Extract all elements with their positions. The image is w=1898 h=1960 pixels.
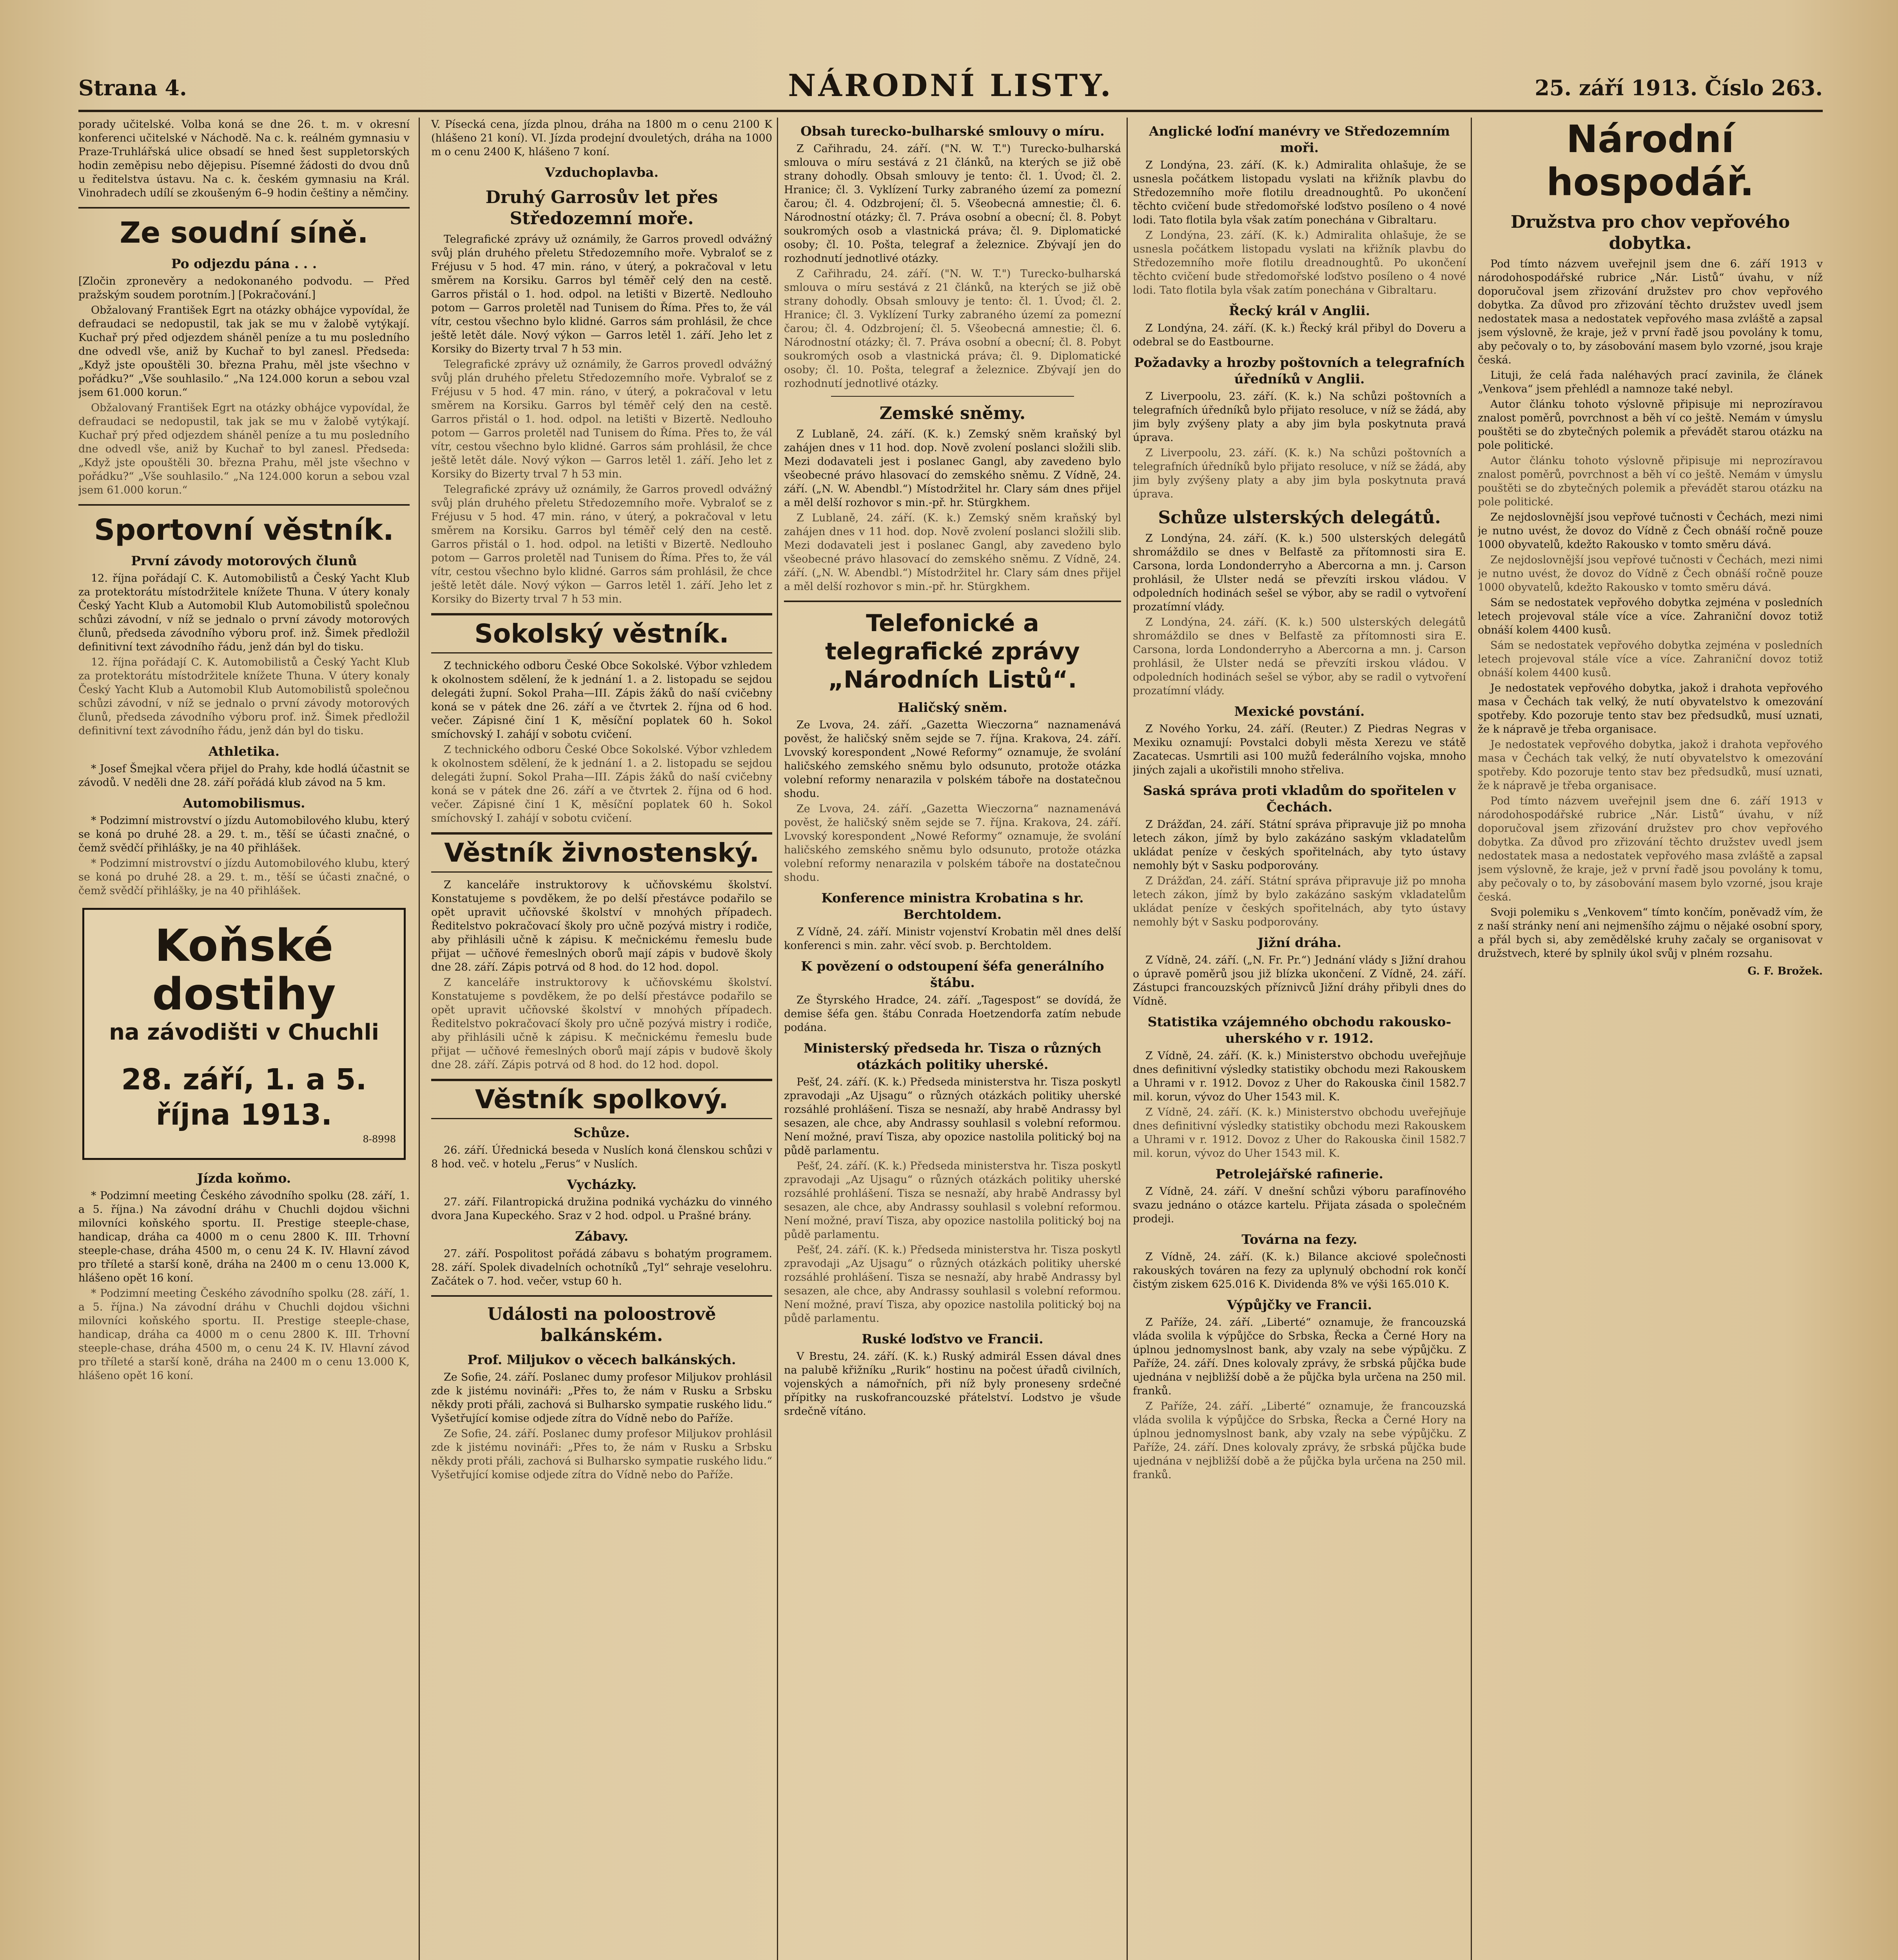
article-text: Z Paříže, 24. září. „Liberté“ oznamuje, že francouzská vláda svolila k výpůjčce do Srbska, Řecka a Černé Hory na úplnou jednomyslnost bank, aby vzaly na sebe výpůjčku. Z Paříže, 24. září. Dnes kolovaly zprávy, že srbská půjčka bude ujednána v nejbližší době a že půjčka byla určena na 250 mil. franků. bbox=[1133, 1316, 1466, 1397]
article-text: Telegrafické zprávy už oznámily, že Garros provedl odvážný svůj plán druhého přeletu Středozemního moře. Vybraloť se z Fréjusu v 5 hod. 47 min. ráno, v úterý, a pokračoval v letu směrem na Korsiku. Garros byl téměř celý den na cestě. Garros přistál o 1. hod. odpol. na letišti v Bizertě. Nedlouho potom — Garros proletěl nad Tunisem do Říma. Přes to, že vál vítr, cestou všechno bylo klidné. Garros sám prohlásil, že chce ještě letět dále. Nový výkon — Garros letěl 1. září. Jeho let z Korsiky do Bizerty trval 7 h 53 min. bbox=[431, 483, 772, 605]
section-heading: Telefonické a telegrafické zprávy „Národních Listů“. bbox=[825, 610, 1080, 693]
article-text: Z Vídně, 24. září. (K. k.) Ministerstvo obchodu uveřejňuje dnes definitivní výsledky statistiky obchodu mezi Rakouskem a Uhrami v r. 1912. Dovoz z Uher do Rakouska činil 1582.7 mil. korun, vývoz do Uher 1543 mil. K. bbox=[1133, 1050, 1466, 1103]
article-text: * Podzimní meeting Českého závodního spolku (28. září, 1. a 5. října.) Na závodní dráhu v Chuchli dojdou všichni milovníci koňského sportu. II. Prestige steeple-chase, handicap, dráha ca 4000 m o cenu 2800 K. III. Trhovní steeple-chase, dráha 4500 m, o cenu 24 K. IV. Hlavní závod pro tříleté a starší koně, dráha na 2400 m o cenu 13.000 K, hlášeno opět 16 koní. bbox=[78, 1287, 410, 1382]
article-heading: Haličský sněm. bbox=[898, 700, 1007, 715]
page-header bbox=[78, 59, 1823, 112]
article-heading: Jízda koňmo. bbox=[197, 1171, 291, 1186]
article-text: V Brestu, 24. září. (K. k.) Ruský admirál Essen dával dnes na palubě křižníku „Rurik“ hostinu na počest úřadů civilních, vojenských a námořních, při níž byly proneseny srdečné přípitky na ruskofrancouzské přátelství. Lodstvo je všude srdečně vítáno. bbox=[784, 1350, 1121, 1417]
article-heading: Továrna na fezy. bbox=[1241, 1232, 1357, 1247]
article-text: * Podzimní mistrovství o jízdu Automobilového klubu, který se koná po druhé 28. a 29. t. m., těší se účasti značné, o čemž svědčí přihlášky, je na 40 přihlášek. bbox=[78, 815, 410, 854]
article-text: * Josef Šmejkal včera přijel do Prahy, kde hodlá účastnit se závodů. V neděli dne 28. září pořádá klub závod na 5 km. bbox=[78, 763, 410, 789]
section-heading: Události na poloostrově balkánském. bbox=[487, 1304, 716, 1345]
article-text: Z technického odboru České Obce Sokolské. Výbor vzhledem k okolnostem sdělení, že k jednání 1. a 2. listopadu se sejdou delegáti župní. Sokol Praha—III. Zápis žáků do naší cvičebny koná se v pátek dne 26. září a ve čtvrtek 2. října od 6 hod. večer. Zápisné činí 1 K, měsíční poplatek 60 h. Sokol smíchovský I. zahájí v sobotu cvičení. bbox=[431, 660, 772, 740]
article-text: * Podzimní mistrovství o jízdu Automobilového klubu, který se koná po druhé 28. a 29. t. m., těší se účasti značné, o čemž svědčí přihlášky, je na 40 přihlášek. bbox=[78, 857, 410, 897]
article-text: Z Vídně, 24. září. V dnešní schůzi výboru parafínového svazu jednáno o otázce kartelu. Přijata zásada o společném prodeji. bbox=[1133, 1185, 1466, 1225]
article-heading: Po odjezdu pána . . . bbox=[171, 256, 317, 271]
article-heading: Zábavy. bbox=[575, 1229, 628, 1244]
article-text: Pod tímto názvem uveřejnil jsem dne 6. září 1913 v národohospodářské rubrice „Nár. Listů“ úvahu, v níž doporučoval jsem zřizování družstev pro chov vepřového dobytka. Za důvod pro zřizování těchto družstev uvedl jsem nedostatek masa a nedostatek vepřového masa zvláště a zapsal jsem výslovně, že kraje, jež v první řadě jsou povolány k tomu, aby pečovaly o to, by zásobování masem bylo vzorné, jsou kraje česká. bbox=[1478, 795, 1823, 903]
column-rule bbox=[419, 118, 420, 1960]
article-heading: Obsah turecko-bulharské smlouvy o míru. bbox=[800, 123, 1105, 139]
ad-code: 8-8998 bbox=[363, 1134, 396, 1145]
article-text: Telegrafické zprávy už oznámily, že Garros provedl odvážný svůj plán druhého přeletu Středozemního moře. Vybraloť se z Fréjusu v 5 hod. 47 min. ráno, v úterý, a pokračoval v letu směrem na Korsiku. Garros byl téměř celý den na cestě. Garros přistál o 1. hod. odpol. na letišti v Bizertě. Nedlouho potom — Garros proletěl nad Tunisem do Říma. Přes to, že vál vítr, cestou všechno bylo klidné. Garros sám prohlásil, že chce ještě letět dále. Nový výkon — Garros letěl 1. září. Jeho let z Korsiky do Bizerty trval 7 h 53 min. bbox=[431, 358, 772, 480]
article-heading: Řecký král v Anglii. bbox=[1228, 303, 1370, 318]
article-text: 27. září. Pospolitost pořádá zábavu s bohatým programem. 28. září. Spolek divadelních ochotníků „Tyl“ sehraje veselohru. Začátek o 7. hod. večer, vstup 60 h. bbox=[431, 1248, 772, 1287]
divider bbox=[831, 396, 1074, 397]
article-text: V. Písecká cena, jízda plnou, dráha na 1800 m o cenu 2100 K (hlášeno 21 koní). VI. Jízda prodejní dvouletých, dráha na 1000 m o cenu 2400 K, hlášeno 7 koní. bbox=[431, 118, 772, 158]
article-text: Z Liverpoolu, 23. září. (K. k.) Na schůzi poštovních a telegrafních úředníků bylo přijato resoluce, v níž se žádá, aby jim byly zvýšeny platy a aby jim byla poskytnuta pravá úprava. bbox=[1133, 390, 1466, 444]
article-text: Z Londýna, 24. září. (K. k.) Řecký král přibyl do Doveru a odebral se do Eastbourne. bbox=[1133, 322, 1466, 348]
article-text: Z Paříže, 24. září. „Liberté“ oznamuje, že francouzská vláda svolila k výpůjčce do Srbska, Řecka a Černé Hory na úplnou jednomyslnost bank, aby vzaly na sebe výpůjčku. Z Paříže, 24. září. Dnes kolovaly zprávy, že srbská půjčka bude ujednána v nejbližší době a že půjčka byla určena na 250 mil. franků. bbox=[1133, 1400, 1466, 1481]
article-heading: Vycházky. bbox=[567, 1177, 637, 1192]
article-text: Pešť, 24. září. (K. k.) Předseda ministerstva hr. Tisza poskytl zpravodaji „Az Ujsagu“ o různých otázkách politiky uherské rozsáhlé prohlášení. Tisza se nesnaží, aby hrabě Andrassy byl sesazen, ale chce, aby Andrassy souhlasil s volební reformou. Není možné, praví Tisza, aby opozice nastolila politický boj na půdě parlamentu. bbox=[784, 1160, 1121, 1241]
article-text: Autor článku tohoto výslovně připisuje mi neprozíravou znalost poměrů, povrchnost a běh ví co ještě. Nemám v úmyslu pouštěti se do zbytečných polemik a převádět starou otázku na pole politické. bbox=[1478, 398, 1823, 452]
article-heading: Druhý Garrosův let přes Středozemní moře. bbox=[485, 187, 718, 229]
article-text: Z Vídně, 24. září. (K. k.) Ministerstvo obchodu uveřejňuje dnes definitivní výsledky statistiky obchodu mezi Rakouskem a Uhrami v r. 1912. Dovoz z Uher do Rakouska činil 1582.7 mil. korun, vývoz do Uher 1543 mil. K. bbox=[1133, 1106, 1466, 1160]
article-text: Z Cařihradu, 24. září. ("N. W. T.") Turecko-bulharská smlouva o míru sestává z 21 článků, na kterých se již obě strany dohodly. Obsah smlouvy je tento: čl. 1. Úvod; čl. 2. Hranice; čl. 3. Vyklízení Turky zabraného území za pomezní čarou; čl. 4. Odzbrojení; čl. 5. Všeobecná amnestie; čl. 6. Národnostní otázky; čl. 7. Práva osobní a obecní; čl. 8. Pobyt soukromých osob a vlastnická práva; čl. 9. Diplomatické osoby; čl. 10. Pošta, telegraf a železnice. Zbývají jen do rozhodnutí jednotlivé otázky. bbox=[784, 143, 1121, 265]
article-text: Z Londýna, 23. září. (K. k.) Admiralita ohlašuje, že se usnesla počátkem listopadu vyslati na křižník plavbu do Středozemního moře flotilu dreadnoughtů. Po ukončení těchto cvičení bude středomořské loďstvo posíleno o 4 nové lodi. Tato flotila byla však zatím ponechána v Gibraltaru. bbox=[1133, 229, 1466, 296]
article-heading: K povězení o odstoupení šéfa generálního štábu. bbox=[801, 958, 1104, 990]
article-text: Z Liverpoolu, 23. září. (K. k.) Na schůzi poštovních a telegrafních úředníků bylo přijato resoluce, v níž se žádá, aby jim byly zvýšeny platy a aby jim byla poskytnuta pravá úprava. bbox=[1133, 447, 1466, 500]
section-heading: Věstník spolkový. bbox=[431, 1079, 772, 1119]
ad-dates: 28. září, 1. a 5. října 1913. bbox=[121, 1063, 367, 1132]
article-text: porady učitelské. Volba koná se dne 26. t. m. v okresní konferenci učitelské v Náchodě. Na c. k. reálném gymnasiu v Praze-Truhlářská ulice obsadí se hned šest suppletorských hodin zeměpisu nebo dějepisu. Písemné žádosti do dvou dnů u ředitelstva ústavu. Na c. k. českém gymnasiu na Král. Vinohradech udílí se zkoušeným 6–9 hodin češtiny a němčiny. bbox=[78, 118, 410, 199]
section-title: Národní hospodář. bbox=[1546, 118, 1754, 204]
article-heading: Automobilismus. bbox=[183, 795, 305, 811]
article-text: Lituji, že celá řada naléhavých prací zavinila, že článek „Venkova“ jsem přehlédl a namnoze také nebyl. bbox=[1478, 369, 1823, 395]
article-text: Svoji polemiku s „Venkovem“ tímto končím, poněvadž vím, že z naší stránky není ani nejmenšího zájmu o nějaké osobní spory, a přál bych si, aby zemědělské kruhy začaly se organisovat v družstvech, které by splnily úkol svůj v plném rozsahu. bbox=[1478, 906, 1823, 960]
section-heading: Ze soudní síně. bbox=[120, 216, 368, 250]
article-text: Obžalovaný František Egrt na otázky obhájce vypovídal, že defraudaci se nedopustil, tak jak se mu v žalobě vytýkají. Kuchař prý před odjezdem sháněl peníze a tu mu posledního dne odvedl vše, aniž by Kuchař to byl zanesl. Předseda: „Když jste opouštěli 30. března Prahu, měl jste všechno v pořádku?“ „Vše souhlasilo.“ „Na 124.000 korun a sebou vzal jsem 61.000 korun.“ bbox=[78, 402, 410, 496]
masthead: NÁRODNÍ LISTY. bbox=[788, 68, 1113, 103]
article-heading: Ministerský předseda hr. Tisza o různých otázkách politiky uherské. bbox=[804, 1040, 1101, 1072]
article-text: Z Vídně, 24. září. („N. Fr. Pr.“) Jednání vlády s Jižní drahou o úpravě poměrů jsou již blízka ukončení. Z Vídně, 24. září. Zástupci francouzských příznivců Jižní dráhy přibyli dnes do Vídně. bbox=[1133, 954, 1466, 1007]
article-text: Telegrafické zprávy už oznámily, že Garros provedl odvážný svůj plán druhého přeletu Středozemního moře. Vybraloť se z Fréjusu v 5 hod. 47 min. ráno, v úterý, a pokračoval v letu směrem na Korsiku. Garros byl téměř celý den na cestě. Garros přistál o 1. hod. odpol. na letišti v Bizertě. Nedlouho potom — Garros proletěl nad Tunisem do Říma. Přes to, že vál vítr, cestou všechno bylo klidné. Garros sám prohlásil, že chce ještě letět dále. Nový výkon — Garros letěl 1. září. Jeho let z Korsiky do Bizerty trval 7 h 53 min. bbox=[431, 233, 772, 355]
article-text: Sám se nedostatek vepřového dobytka zejména v posledních letech projevoval stále více a více. Zahraniční dovoz totiž obnáší kolem 4400 kusů. bbox=[1478, 639, 1823, 679]
issue-date: 25. září 1913. Číslo 263. bbox=[1535, 75, 1823, 100]
article-text: Autor článku tohoto výslovně připisuje mi neprozíravou znalost poměrů, povrchnost a běh ví co ještě. Nemám v úmyslu pouštěti se do zbytečných polemik a převádět starou otázku na pole politické. bbox=[1478, 455, 1823, 508]
article-heading: Mexické povstání. bbox=[1234, 704, 1365, 719]
article-heading: Schůze. bbox=[573, 1125, 630, 1140]
column-3 bbox=[784, 118, 1121, 1960]
article-text: Pešť, 24. září. (K. k.) Předseda ministerstva hr. Tisza poskytl zpravodaji „Az Ujsagu“ o různých otázkách politiky uherské rozsáhlé prohlášení. Tisza se nesnaží, aby hrabě Andrassy byl sesazen, ale chce, aby Andrassy souhlasil s volební reformou. Není možné, praví Tisza, aby opozice nastolila politický boj na půdě parlamentu. bbox=[784, 1244, 1121, 1325]
section-heading: Zemské sněmy. bbox=[879, 403, 1026, 423]
article-text: 27. září. Filantropická družina podniká vycházku do vinného dvora Jana Kupeckého. Sraz v 2 hod. odpol. u Prašné brány. bbox=[431, 1196, 772, 1222]
article-text: Ze Sofie, 24. září. Poslanec dumy profesor Miljukov prohlásil zde k jistému novináři: „Přes to, že nám v Rusku a Srbsku někdy proti přáli, zachová si Bulharsko sympatie ruského lidu.“ Vyšetřující komise odjede zítra do Vídně nebo do Paříže. bbox=[431, 1371, 772, 1425]
article-heading: Saská správa proti vkladům do spořitelen v Čechách. bbox=[1143, 783, 1456, 815]
article-heading: Anglické loďní manévry ve Středozemním moři. bbox=[1149, 123, 1450, 155]
article-text: Z Vídně, 24. září. (K. k.) Bilance akciové společnosti rakouských továren na fezy za uplynulý obchodní rok končí čistým ziskem 625.016 K. Dividenda 8% ve výši 165.010 K. bbox=[1133, 1251, 1466, 1290]
page-number: Strana 4. bbox=[78, 75, 187, 100]
author-signature: G. F. Brožek. bbox=[1747, 965, 1823, 977]
article-text: Z Nového Yorku, 24. září. (Reuter.) Z Piedras Negras v Mexiku oznamují: Povstalci dobyli města Xerezu ve státě Zacatecas. Usmrtili asi 100 mužů federálního vojska, mnoho jiných zajali a ukořistili mnoho střeliva. bbox=[1133, 723, 1466, 776]
article-heading: Statistika vzájemného obchodu rakousko-uherského v r. 1912. bbox=[1147, 1014, 1452, 1046]
article-text: 12. října pořádají C. K. Automobilistů a Český Yacht Klub za protektorátu místodržitele knížete Thuna. V útery konaly Český Yacht Klub a Automobil Klub Automobilistů společnou schůzi závodní, v níž se jednalo o první závody motorových člunů, předseda závodního výboru prof. inž. Šimek předložil definitivní text závodního řádu, jenž dán byl do tisku. bbox=[78, 572, 410, 653]
article-text: Z kanceláře instruktorovy k učňovskému školství. Konstatujeme s povděkem, že po delší přestávce podařilo se opět upravit učňovské školství v mnohých případech. Ředitelstvo pokračovací školy pro učně pozývá mistry i rodiče, aby přihlásili učně k zápisu. K mečnickému řemeslu bude přijat — učňové řemeslných oborů mají zápis v budově školy dne 28. září. Zápis potrvá od 8 hod. do 12 hod. dopol. bbox=[431, 976, 772, 1071]
column-4 bbox=[1133, 118, 1466, 1960]
article-heading: Petrolejářské rafinerie. bbox=[1216, 1166, 1383, 1181]
article-text: Ze nejdoslovnější jsou vepřové tučnosti v Čechách, mezi nimi je nutno uvést, že dovoz do Vídně z Čech obnáší ročně pouze 1000 obyvatelů, kdežto Rakousko v tomto směru dává. bbox=[1478, 554, 1823, 593]
divider bbox=[784, 601, 1121, 602]
article-text: Obžalovaný František Egrt na otázky obhájce vypovídal, že defraudaci se nedopustil, tak jak se mu v žalobě vytýkají. Kuchař prý před odjezdem sháněl peníze a tu mu posledního dne odvedl vše, aniž by Kuchař to byl zanesl. Předseda: „Když jste opouštěli 30. března Prahu, měl jste všechno v pořádku?“ „Vše souhlasilo.“ „Na 124.000 korun a sebou vzal jsem 61.000 korun.“ bbox=[78, 304, 410, 399]
section-heading: Věstník živnostenský. bbox=[431, 832, 772, 873]
column-5 bbox=[1478, 118, 1823, 1960]
article-text: Ze Sofie, 24. září. Poslanec dumy profesor Miljukov prohlásil zde k jistému novináři: „Přes to, že nám v Rusku a Srbsku někdy proti přáli, zachová si Bulharsko sympatie ruského lidu.“ Vyšetřující komise odjede zítra do Vídně nebo do Paříže. bbox=[431, 1428, 772, 1481]
article-text: * Podzimní meeting Českého závodního spolku (28. září, 1. a 5. října.) Na závodní dráhu v Chuchli dojdou všichni milovníci koňského sportu. II. Prestige steeple-chase, handicap, dráha ca 4000 m o cenu 2800 K. III. Trhovní steeple-chase, dráha 4500 m, o cenu 24 K. IV. Hlavní závod pro tříleté a starší koně, dráha na 2400 m o cenu 13.000 K, hlášeno opět 16 koní. bbox=[78, 1190, 410, 1284]
article-text: Z Vídně, 24. září. Ministr vojenství Krobatin měl dnes delší konferenci s min. zahr. věcí svob. p. Berchtoldem. bbox=[784, 926, 1121, 952]
article-note: [Zločin zpronevěry a nedokonaného podvodu. — Před pražským soudem porotním.] [Pokračování.] bbox=[78, 275, 410, 301]
ad-headline: Koňské dostihy bbox=[152, 920, 336, 1020]
advertisement-horse-races bbox=[82, 908, 406, 1160]
column-2 bbox=[431, 118, 772, 1960]
article-heading: Jižní dráha. bbox=[1257, 935, 1341, 950]
article-heading: Athletika. bbox=[208, 744, 280, 759]
article-text: Z Londýna, 23. září. (K. k.) Admiralita ohlašuje, že se usnesla počátkem listopadu vyslati na křižník plavbu do Středozemního moře flotilu dreadnoughtů. Po ukončení těchto cvičení bude středomořské loďstvo posíleno o 4 nové lodi. Tato flotila byla však zatím ponechána v Gibraltaru. bbox=[1133, 159, 1466, 226]
article-heading: Požadavky a hrozby poštovních a telegrafních úředníků v Anglii. bbox=[1134, 355, 1465, 387]
article-text: 26. září. Úřednická beseda v Nuslích koná členskou schůzi v 8 hod. več. v hotelu „Ferus“ v Nuslích. bbox=[431, 1144, 772, 1170]
divider bbox=[78, 207, 410, 209]
article-text: Z Cařihradu, 24. září. ("N. W. T.") Turecko-bulharská smlouva o míru sestává z 21 článků, na kterých se již obě strany dohodly. Obsah smlouvy je tento: čl. 1. Úvod; čl. 2. Hranice; čl. 3. Vyklízení Turky zabraného území za pomezní čarou; čl. 4. Odzbrojení; čl. 5. Všeobecná amnestie; čl. 6. Národnostní otázky; čl. 7. Práva osobní a obecní; čl. 8. Pobyt soukromých osob a vlastnická práva; čl. 9. Diplomatické osoby; čl. 10. Pošta, telegraf a železnice. Zbývají jen do rozhodnutí jednotlivé otázky. bbox=[784, 268, 1121, 390]
article-heading: Prof. Miljukov o věcech balkánských. bbox=[467, 1352, 736, 1367]
article-text: Z Lublaně, 24. září. (K. k.) Zemský sněm kraňský byl zahájen dnes v 11 hod. dop. Nově zvolení poslanci složili slib. Mezi dodavateli jest i poslanec Gangl, aby zavedeno bylo všeobecné právo hlasovací do zemského sněmu. Z Vídně, 24. září. („N. W. Abendbl.“) Místodržitel hr. Clary sám dnes přijel a měl delší rozhovor s min.-př. hr. Stürgkhem. bbox=[784, 512, 1121, 593]
article-text: Z Drážďan, 24. září. Státní správa připravuje již po mnoha letech zákon, jímž by bylo zakázáno saským vkladatelům ukládat peníze v českých spořitelnách, aby tyto ústavy nemohly být v Sasku podporovány. bbox=[1133, 818, 1466, 872]
article-text: Pešť, 24. září. (K. k.) Předseda ministerstva hr. Tisza poskytl zpravodaji „Az Ujsagu“ o různých otázkách politiky uherské rozsáhlé prohlášení. Tisza se nesnaží, aby hrabě Andrassy byl sesazen, ale chce, aby Andrassy souhlasil s volební reformou. Není možné, praví Tisza, aby opozice nastolila politický boj na půdě parlamentu. bbox=[784, 1076, 1121, 1157]
article-text: Z Londýna, 24. září. (K. k.) 500 ulsterských delegátů shromáždilo se dnes v Belfastě za přítomnosti sira E. Carsona, lorda Londonderryho a Abercorna a mn. j. Carson prohlásil, že Ulster nedá se převzíti irskou vládou. V odpoledních hodinách sešel se výbor, aby se radil o vytvoření prozatímní vlády. bbox=[1133, 532, 1466, 613]
divider bbox=[431, 1295, 772, 1297]
article-text: Je nedostatek vepřového dobytka, jakož i drahota vepřového masa v Čechách tak velký, že nutí obyvatelstvo k omezování spotřeby. Kdo pozoruje tento stav bez předsudků, musí uznati, že k nápravě je třeba organisace. bbox=[1478, 739, 1823, 792]
column-1 bbox=[78, 118, 410, 1960]
article-text: Z Londýna, 24. září. (K. k.) 500 ulsterských delegátů shromáždilo se dnes v Belfastě za přítomnosti sira E. Carsona, lorda Londonderryho a Abercorna a mn. j. Carson prohlásil, že Ulster nedá se převzíti irskou vládou. V odpoledních hodinách sešel se výbor, aby se radil o vytvoření prozatímní vlády. bbox=[1133, 616, 1466, 697]
article-heading: Ruské loďstvo ve Francii. bbox=[862, 1331, 1043, 1347]
article-heading: Konference ministra Krobatina s hr. Berchtoldem. bbox=[821, 890, 1084, 922]
divider bbox=[78, 504, 410, 506]
article-text: Ze Štyrského Hradce, 24. září. „Tagespost“ se dovídá, že demise šéfa gen. štábu Conrada Hoetzendorfa zatím nebude podána. bbox=[784, 994, 1121, 1034]
article-text: Sám se nedostatek vepřového dobytka zejména v posledních letech projevoval stále více a více. Zahraniční dovoz totiž obnáší kolem 4400 kusů. bbox=[1478, 597, 1823, 636]
article-text: Z kanceláře instruktorovy k učňovskému školství. Konstatujeme s povděkem, že po delší přestávce podařilo se opět upravit učňovské školství v mnohých případech. Ředitelstvo pokračovací školy pro učně pozývá mistry i rodiče, aby přihlásili učně k zápisu. K mečnickému řemeslu bude přijat — učňové řemeslných oborů mají zápis v budově školy dne 28. září. Zápis potrvá od 8 hod. do 12 hod. dopol. bbox=[431, 879, 772, 973]
article-text: Pod tímto názvem uveřejnil jsem dne 6. září 1913 v národohospodářské rubrice „Nár. Listů“ úvahu, v níž doporučoval jsem zřizování družstev pro chov vepřového dobytka. Za důvod pro zřizování těchto družstev uvedl jsem nedostatek masa a nedostatek vepřového masa zvláště a zapsal jsem výslovně, že kraje, jež v první řadě jsou povolány k tomu, aby pečovaly o to, by zásobování masem bylo vzorné, jsou kraje česká. bbox=[1478, 258, 1823, 366]
article-heading: Výpůjčky ve Francii. bbox=[1227, 1297, 1372, 1312]
column-rule bbox=[1471, 118, 1472, 1960]
article-text: Z Drážďan, 24. září. Státní správa připravuje již po mnoha letech zákon, jímž by bylo zakázáno saským vkladatelům ukládat peníze v českých spořitelnách, aby tyto ústavy nemohly být v Sasku podporovány. bbox=[1133, 875, 1466, 928]
section-heading: Sokolský věstník. bbox=[431, 613, 772, 653]
column-rule bbox=[1127, 118, 1128, 1960]
article-text: Ze nejdoslovnější jsou vepřové tučnosti v Čechách, mezi nimi je nutno uvést, že dovoz do Vídně z Čech obnáší ročně pouze 1000 obyvatelů, kdežto Rakousko v tomto směru dává. bbox=[1478, 511, 1823, 551]
ad-venue: na závodišti v Chuchli bbox=[109, 1020, 379, 1045]
section-heading: Vzduchoplavba. bbox=[545, 165, 659, 180]
section-heading: Sportovní věstník. bbox=[94, 513, 394, 547]
article-heading: Schůze ulsterských delegátů. bbox=[1158, 508, 1441, 528]
article-text: Ze Lvova, 24. září. „Gazetta Wieczorna“ naznamenává pověst, že haličský sněm sejde se 7. října. Krakova, 24. září. Lvovský korespondent „Nowé Reformy“ oznamuje, že svolání haličského zemského sněmu bylo odsunuto, protože otázka volební reformy nenarazila v polském táboře na dostatečnou shodu. bbox=[784, 719, 1121, 800]
article-text: Z Lublaně, 24. září. (K. k.) Zemský sněm kraňský byl zahájen dnes v 11 hod. dop. Nově zvolení poslanci složili slib. Mezi dodavateli jest i poslanec Gangl, aby zavedeno bylo všeobecné právo hlasovací do zemského sněmu. Z Vídně, 24. září. („N. W. Abendbl.“) Místodržitel hr. Clary sám dnes přijel a měl delší rozhovor s min.-př. hr. Stürgkhem. bbox=[784, 428, 1121, 509]
article-heading: První závody motorových člunů bbox=[131, 553, 357, 568]
column-rule bbox=[777, 118, 778, 1960]
article-text: Je nedostatek vepřového dobytka, jakož i drahota vepřového masa v Čechách tak velký, že nutí obyvatelstvo k omezování spotřeby. Kdo pozoruje tento stav bez předsudků, musí uznati, že k nápravě je třeba organisace. bbox=[1478, 682, 1823, 735]
article-text: Z technického odboru České Obce Sokolské. Výbor vzhledem k okolnostem sdělení, že k jednání 1. a 2. listopadu se sejdou delegáti župní. Sokol Praha—III. Zápis žáků do naší cvičebny koná se v pátek dne 26. září a ve čtvrtek 2. října od 6 hod. večer. Zápisné činí 1 K, měsíční poplatek 60 h. Sokol smíchovský I. zahájí v sobotu cvičení. bbox=[431, 744, 772, 824]
article-heading: Družstva pro chov vepřového dobytka. bbox=[1510, 212, 1790, 253]
article-text: 12. října pořádají C. K. Automobilistů a Český Yacht Klub za protektorátu místodržitele knížete Thuna. V útery konaly Český Yacht Klub a Automobil Klub Automobilistů společnou schůzi závodní, v níž se jednalo o první závody motorových člunů, předseda závodního výboru prof. inž. Šimek předložil definitivní text závodního řádu, jenž dán byl do tisku. bbox=[78, 656, 410, 737]
article-text: Ze Lvova, 24. září. „Gazetta Wieczorna“ naznamenává pověst, že haličský sněm sejde se 7. října. Krakova, 24. září. Lvovský korespondent „Nowé Reformy“ oznamuje, že svolání haličského zemského sněmu bylo odsunuto, protože otázka volební reformy nenarazila v polském táboře na dostatečnou shodu. bbox=[784, 803, 1121, 884]
